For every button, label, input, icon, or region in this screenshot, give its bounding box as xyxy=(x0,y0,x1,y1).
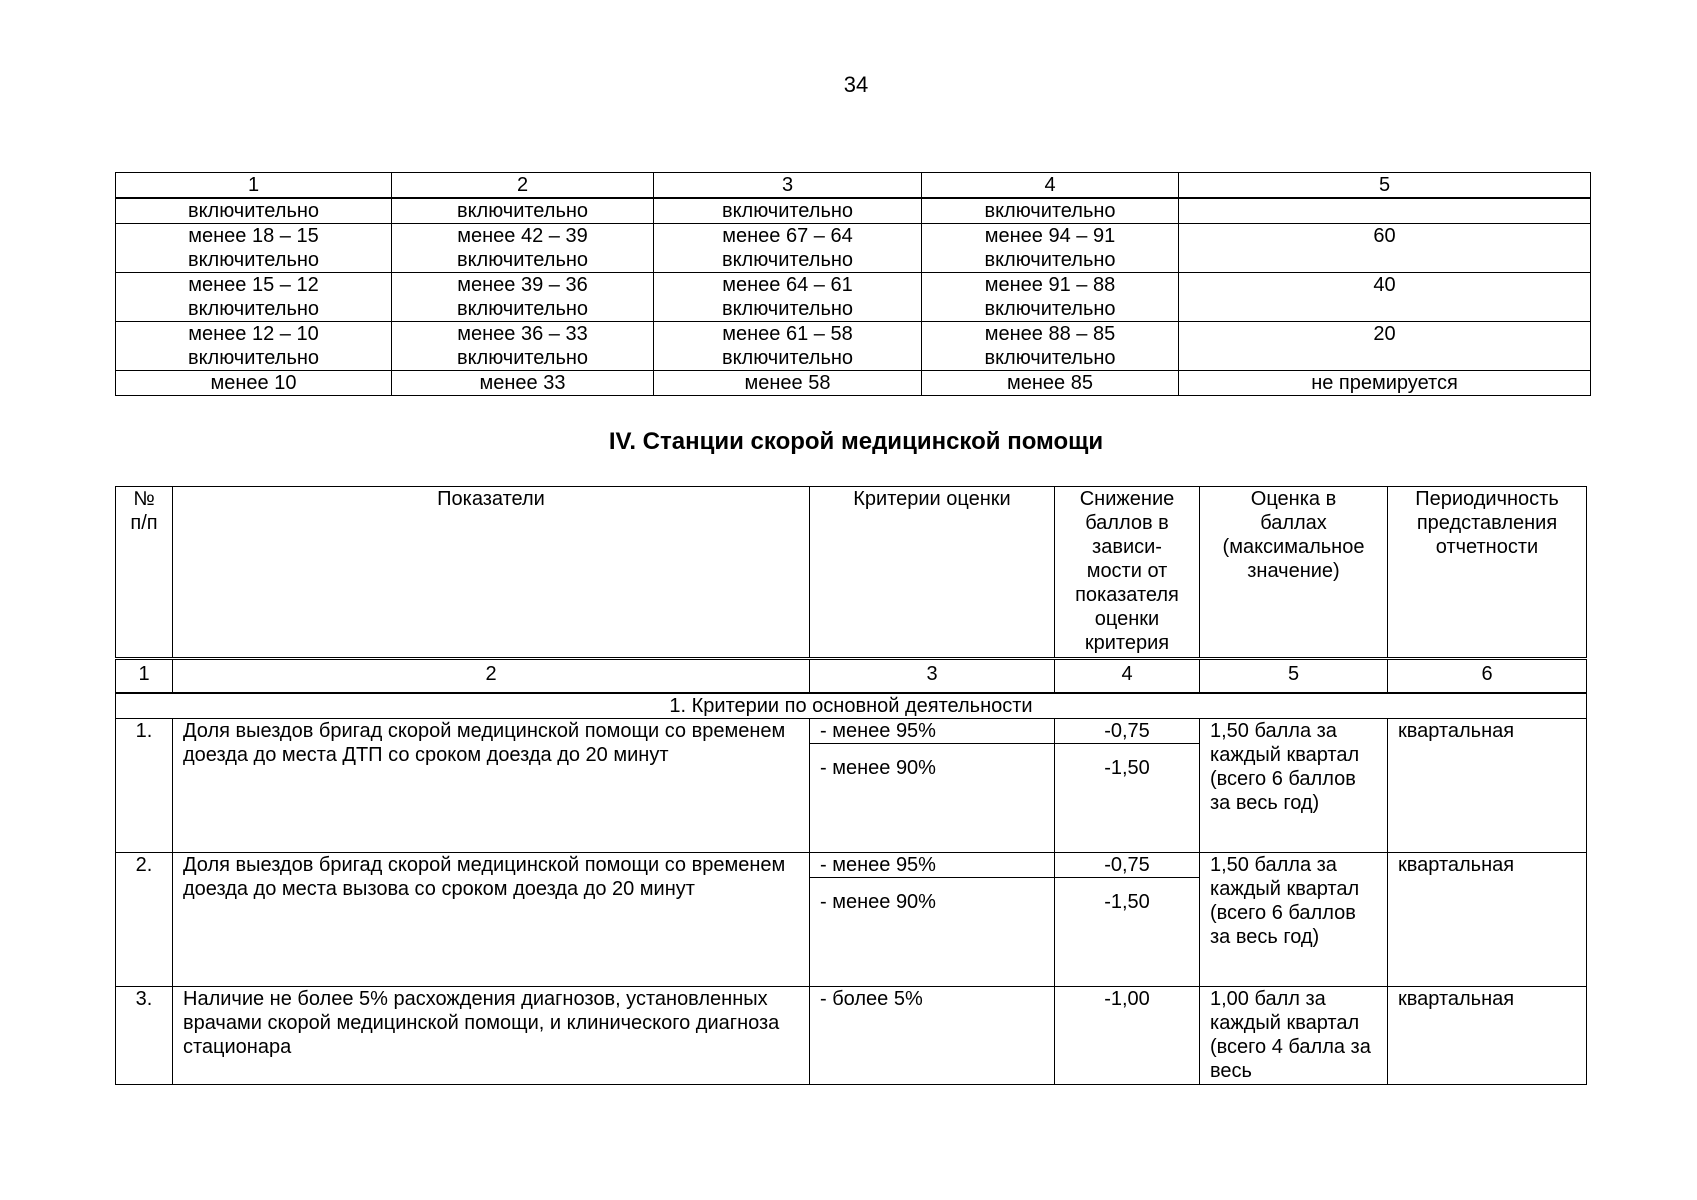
reduction-value: -0,75 xyxy=(1055,719,1199,744)
reduction-value: -1,50 xyxy=(1104,891,1150,913)
periodicity-text: квартальная xyxy=(1388,719,1587,853)
table-cell: менее 42 – 39 включительно xyxy=(392,224,654,273)
row-number: 3. xyxy=(116,987,173,1085)
table-row xyxy=(116,224,1591,273)
column-number: 1 xyxy=(116,173,392,199)
column-number: 6 xyxy=(1388,659,1587,694)
table-cell: включительно xyxy=(654,198,922,224)
table-cell: менее 36 – 33 включительно xyxy=(392,322,654,371)
criteria-value: - более 5% xyxy=(810,987,1055,1085)
table-cell: менее 18 – 15 включительно xyxy=(116,224,392,273)
reduction-value: -1,00 xyxy=(1055,987,1200,1085)
score-text: 1,50 балла за каждый квартал (всего 6 баллов за весь год) xyxy=(1200,719,1388,853)
table-cell: менее 94 – 91 включительно xyxy=(922,224,1179,273)
continuation-table xyxy=(115,172,1591,396)
column-number: 5 xyxy=(1200,659,1388,694)
table-cell: менее 91 – 88 включительно xyxy=(922,273,1179,322)
table-row xyxy=(116,987,1587,1085)
table-row xyxy=(116,322,1591,371)
column-number: 1 xyxy=(116,659,173,694)
page-number: 34 xyxy=(843,72,869,97)
table-cell: 40 xyxy=(1179,273,1591,322)
column-number: 5 xyxy=(1179,173,1591,199)
periodicity-text: квартальная xyxy=(1388,987,1587,1085)
table-cell: менее 12 – 10 включительно xyxy=(116,322,392,371)
table-row xyxy=(116,853,1587,987)
column-number: 3 xyxy=(654,173,922,199)
reduction-value: -0,75 xyxy=(1055,853,1199,878)
criteria-value: - менее 95% xyxy=(810,719,1054,744)
table-row xyxy=(116,719,1587,853)
table-cell: включительно xyxy=(392,198,654,224)
criteria-cell xyxy=(810,853,1055,987)
criteria-value: - менее 90% xyxy=(820,891,936,913)
table-cell: 60 xyxy=(1179,224,1591,273)
table-cell: менее 61 – 58 включительно xyxy=(654,322,922,371)
header-number: № п/п xyxy=(116,487,173,659)
section-row xyxy=(116,693,1587,719)
header-reduction: Снижение баллов в зависи- мости от показателя оценки критерия xyxy=(1055,487,1200,659)
table-row xyxy=(116,371,1591,396)
table-cell: 20 xyxy=(1179,322,1591,371)
reduction-cell xyxy=(1055,719,1200,853)
column-number: 3 xyxy=(810,659,1055,694)
indicator-text: Доля выездов бригад скорой медицинской помощи со временем доезда до места ДТП со сроком доезда до 20 минут xyxy=(173,719,810,853)
score-text: 1,00 балл за каждый квартал (всего 4 балла за весь xyxy=(1200,987,1388,1085)
column-number: 2 xyxy=(173,659,810,694)
table-row xyxy=(116,198,1591,224)
table-cell: менее 88 – 85 включительно xyxy=(922,322,1179,371)
row-number: 1. xyxy=(116,719,173,853)
column-number: 4 xyxy=(922,173,1179,199)
section-label: 1. Критерии по основной деятельности xyxy=(116,693,1587,719)
indicator-text: Доля выездов бригад скорой медицинской помощи со временем доезда до места вызова со сроком доезда до 20 минут xyxy=(173,853,810,987)
table-cell: менее 39 – 36 включительно xyxy=(392,273,654,322)
table-cell: менее 58 xyxy=(654,371,922,396)
column-number: 4 xyxy=(1055,659,1200,694)
criteria-value: - менее 90% xyxy=(820,757,936,779)
reduction-value: -1,50 xyxy=(1104,757,1150,779)
column-numbers-row xyxy=(116,659,1587,694)
table-cell xyxy=(1179,198,1591,224)
header-score: Оценка в баллах (максимальное значение) xyxy=(1200,487,1388,659)
row-number: 2. xyxy=(116,853,173,987)
table-cell: менее 67 – 64 включительно xyxy=(654,224,922,273)
header-indicators: Показатели xyxy=(173,487,810,659)
section-title: IV. Станции скорой медицинской помощи xyxy=(608,428,1104,455)
continuation-header-row xyxy=(116,173,1591,199)
column-number: 2 xyxy=(392,173,654,199)
table-cell: менее 64 – 61 включительно xyxy=(654,273,922,322)
criteria-cell xyxy=(810,719,1055,853)
table-cell: менее 33 xyxy=(392,371,654,396)
header-periodicity: Периодичность представления отчетности xyxy=(1388,487,1587,659)
indicator-text: Наличие не более 5% расхождения диагнозов, установленных врачами скорой медицинской помощи, и клинического диагноза стационара xyxy=(173,987,810,1085)
header-criteria: Критерии оценки xyxy=(810,487,1055,659)
table-cell: не премируется xyxy=(1179,371,1591,396)
table-cell: менее 85 xyxy=(922,371,1179,396)
score-text: 1,50 балла за каждый квартал (всего 6 баллов за весь год) xyxy=(1200,853,1388,987)
table-cell: менее 10 xyxy=(116,371,392,396)
criteria-value: - менее 95% xyxy=(810,853,1054,878)
table-header-row xyxy=(116,487,1587,659)
reduction-cell xyxy=(1055,853,1200,987)
table-cell: включительно xyxy=(922,198,1179,224)
criteria-table xyxy=(115,486,1587,1085)
table-cell: менее 15 – 12 включительно xyxy=(116,273,392,322)
table-cell: включительно xyxy=(116,198,392,224)
periodicity-text: квартальная xyxy=(1388,853,1587,987)
table-row xyxy=(116,273,1591,322)
